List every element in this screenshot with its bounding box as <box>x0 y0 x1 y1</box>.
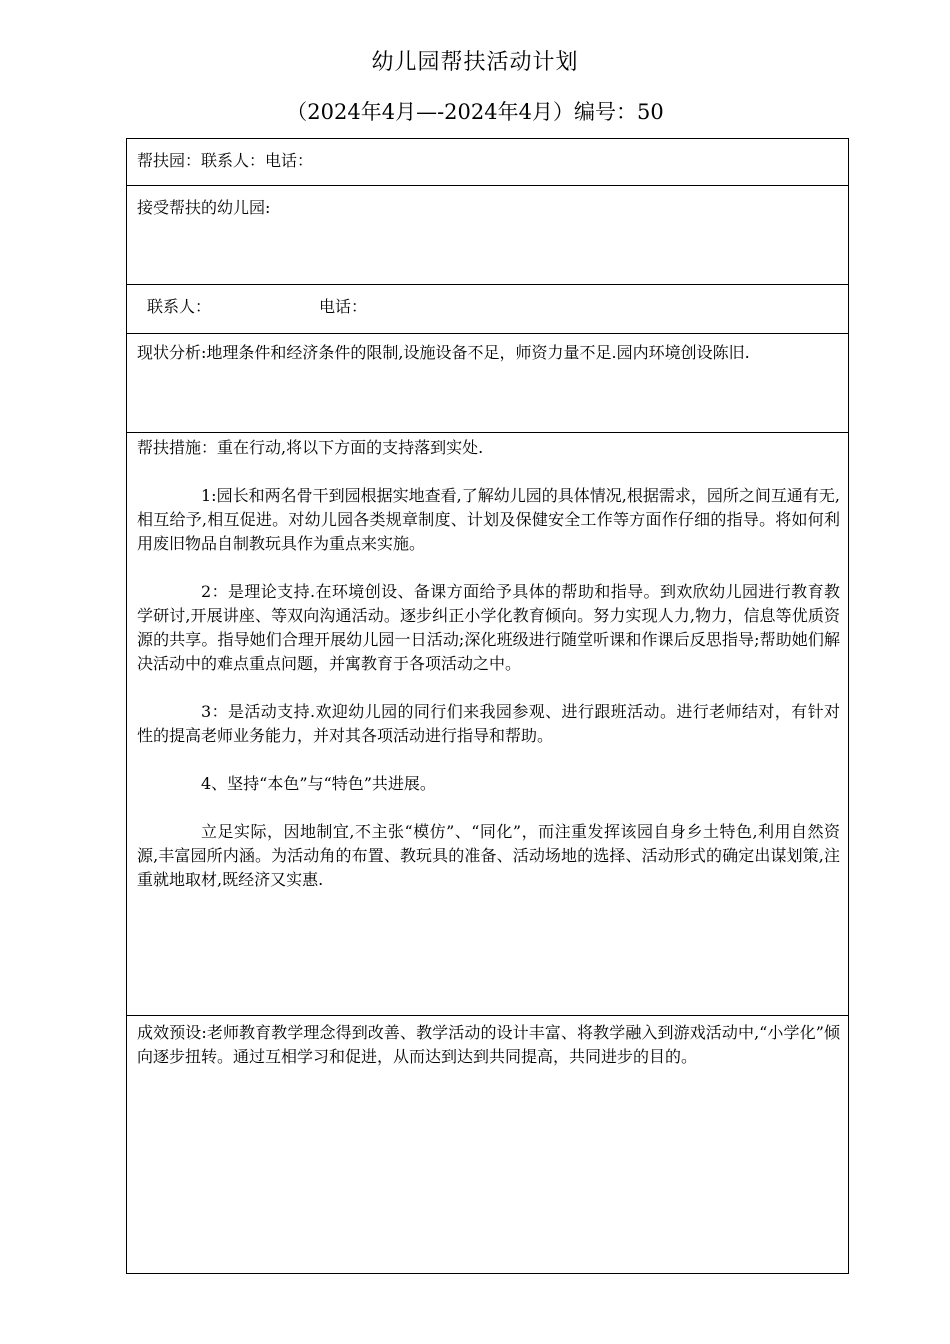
measures-heading: 帮扶措施：重在行动,将以下方面的支持落到实处. <box>137 438 484 457</box>
row-helper-kindergarten <box>127 139 848 186</box>
row-assisted-kindergarten <box>127 186 848 285</box>
measure-item-4: 4、坚持“本色”与“特色”共进展。 <box>201 774 436 793</box>
document-title: 幼儿园帮扶活动计划 <box>371 50 579 75</box>
row-status-analysis <box>127 334 848 433</box>
measure-item-1: 1:园长和两名骨干到园根据实地查看,了解幼儿园的具体情况,根据需求，园所之间互通有无,相互给予,相互促进。对幼儿园各类规章制度、计划及保健安全工作等方面作仔细的指导。将如何利用废旧物品自制教玩具作为重点来实施。 <box>137 486 840 553</box>
row-expected-outcome <box>127 1016 848 1273</box>
row-contact <box>127 285 848 334</box>
measure-item-2: 2：是理论支持.在环境创设、备课方面给予具体的帮助和指导。到欢欣幼儿园进行教育教学研讨,开展讲座、等双向沟通活动。逐步纠正小学化教育倾向。努力实现人力,物力，信息等优质资源的共享。指导她们合理开展幼儿园一日活动;深化班级进行随堂听课和作课后反思指导;帮助她们解决活动中的难点重点问题，并寓教育于各项活动之中。 <box>137 582 840 673</box>
row-assistance-measures <box>127 433 848 1016</box>
measure-item-3: 3：是活动支持.欢迎幼儿园的同行们来我园参观、进行跟班活动。进行老师结对，有针对性的提高老师业务能力，并对其各项活动进行指导和帮助。 <box>137 702 840 745</box>
phone-label: 电话： <box>319 297 368 316</box>
helper-kindergarten-label: 帮扶园：联系人：电话： <box>137 151 314 170</box>
plan-form-table <box>126 138 849 1274</box>
document-subtitle: （2024年4月—-2024年4月）编号：50 <box>286 100 664 124</box>
measure-item-5: 立足实际，因地制宜,不主张“模仿”、“同化”，而注重发挥该园自身乡土特色,利用自然资源,丰富园所内涵。为活动角的布置、教玩具的准备、活动场地的选择、活动形式的确定出谋划策,注重就地取材,既经济又实惠. <box>137 822 840 889</box>
contact-label: 联系人： <box>147 297 212 316</box>
status-analysis-text: 现状分析:地理条件和经济条件的限制,设施设备不足，师资力量不足.园内环境创设陈旧. <box>137 343 750 362</box>
assisted-kindergarten-label: 接受帮扶的幼儿园: <box>137 198 271 217</box>
expected-outcome-text: 成效预设:老师教育教学理念得到改善、教学活动的设计丰富、将教学融入到游戏活动中,“小学化”倾向逐步扭转。通过互相学习和促进，从而达到达到共同提高，共同进步的目的。 <box>137 1023 840 1066</box>
